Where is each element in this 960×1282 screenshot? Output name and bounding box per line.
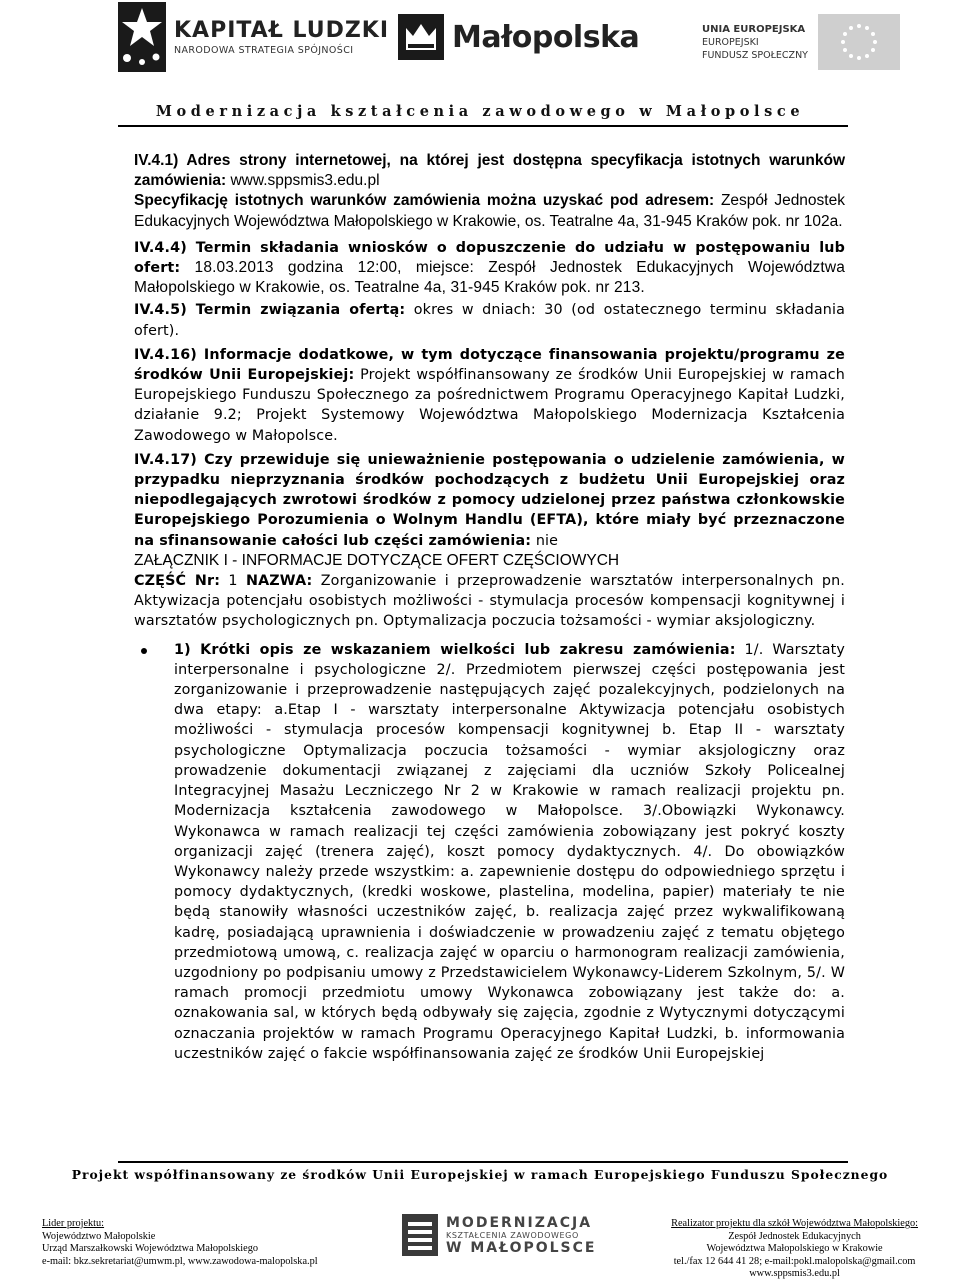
footer-divider (118, 1161, 848, 1163)
section-iv-4-17 (134, 450, 845, 551)
eu-line-2: EUROPEJSKI (702, 36, 759, 48)
eu-line-3: FUNDUSZ SPOŁECZNY (702, 49, 808, 61)
part-name-label: NAZWA: (245, 573, 313, 590)
section-iv-4-17-value: nie (531, 532, 559, 549)
footer-project-leader (42, 1218, 318, 1268)
footer-realizer-line-3: tel./fax 12 644 41 28; e-mail:pokl.malopolska@gmail.com (673, 1255, 916, 1267)
modernizacja-line-3: W MAŁOPOLSCE (446, 1239, 597, 1256)
section-iv-4-5 (134, 300, 845, 340)
section-iv-4-4-number: IV.4.4) (134, 239, 187, 256)
footer-realizer-line-1: Zespół Jednostek Edukacyjnych (728, 1230, 861, 1242)
section-iv-4-4-heading: Termin składania wniosków o dopuszczenie do udziału w postępowaniu lub ofert: (134, 239, 845, 277)
header-tagline: Modernizacja kształcenia zawodowego w Małopolsce (155, 103, 805, 120)
list-item (134, 640, 845, 1064)
footer-realizer-title: Realizator projektu dla szkół Województwa Małopolskiego: (671, 1218, 918, 1229)
section-iv-4-5-number: IV.4.5) (134, 302, 187, 319)
footer-leader-line-2: Urząd Marszałkowski Województwa Małopolskiego (42, 1243, 259, 1255)
section-iv-4-4 (134, 238, 845, 299)
section-iv-4-5-value: okres w dniach: 30 (od ostatecznego terminu składania ofert). (134, 302, 845, 339)
kapital-ludzki-star-icon (118, 2, 166, 72)
section-iv-4-16-number: IV.4.16) (134, 346, 197, 363)
document-body (134, 151, 845, 1064)
section-iv-4-16 (134, 345, 845, 446)
section-iv-4-5-heading: Termin związania ofertą: (186, 302, 406, 319)
item-1-heading: 1) Krótki opis ze wskazaniem wielkości lub zakresu zamówienia: (174, 641, 736, 658)
footer-modernizacja-logo (402, 1214, 596, 1256)
header-divider (118, 125, 848, 127)
section-iv-4-17-heading: Czy przewiduje się unieważnienie postępowania o udzielenie zamówienia, w przypadku nieprzyznania środków pochodzących z budżetu Unii Europejskiej oraz niepodlegających zwrotowi środków z pomocy udzielonej przez państwa członkowskie Europejskiego Porozumienia o Wolnym Handlu (EFTA), które miały być przeznaczone na sfinansowanie całości lub części zamówienia: (134, 451, 845, 549)
section-iv-4-16-heading: Informacje dodatkowe, w tym dotyczące finansowania projektu/programu ze środków Unii Europejskiej: (134, 346, 845, 384)
section-iv-4-1-url: www.sppsmis3.edu.pl (226, 172, 380, 190)
footer-leader-title: Lider projektu: (42, 1218, 105, 1229)
malopolska-title: Małopolska (452, 19, 640, 55)
kapital-ludzki-subtitle: NARODOWA STRATEGIA SPÓJNOŚCI (174, 44, 354, 56)
eu-fund-logo (702, 14, 900, 70)
section-iv-4-16-value: Projekt współfinansowany ze środków Unii Europejskiej w ramach Europejskiego Funduszu Społecznego za pośrednictwem Programu Operacyjnego Kapitał Ludzki, działanie 9.2; Projekt Systemowy Województwa Małopolskiego Modernizacja Kształcenia Zawodowego w Małopolsce. (134, 367, 845, 444)
part-number: 1 (220, 573, 246, 590)
part-description (134, 571, 845, 632)
part-label: CZĘŚĆ Nr: (134, 573, 221, 590)
bullet-icon (141, 648, 147, 654)
malopolska-logo (398, 14, 639, 60)
page-header (0, 0, 960, 92)
modernizacja-emblem-icon (402, 1214, 438, 1256)
footer-tagline: Projekt współfinansowany ze środków Unii Europejskiej w ramach Europejskiego Funduszu Społecznego (71, 1167, 889, 1182)
section-iv-4-4-value: 18.03.2013 godzina 12:00, miejsce: Zespół Jednostek Edukacyjnych Województwa Małopolskiego w Krakowie, os. Teatralne 4a, 31-945 Kraków pok. nr 213. (134, 259, 845, 297)
annex-title: ZAŁĄCZNIK I - INFORMACJE DOTYCZĄCE OFERT CZĘŚCIOWYCH (134, 551, 620, 569)
kapital-ludzki-title: KAPITAŁ LUDZKI (174, 17, 390, 43)
footer-realizer-line-2: Województwa Małopolskiego w Krakowie (706, 1243, 883, 1255)
section-iv-4-1 (134, 151, 845, 232)
modernizacja-line-2: KSZTAŁCENIA ZAWODOWEGO (446, 1230, 579, 1240)
footer-leader-line-3: e-mail: bkz.sekretariat@umwm.pl, www.zawodowa-malopolska.pl (42, 1255, 318, 1267)
section-iv-4-17-number: IV.4.17) (134, 451, 197, 468)
eu-line-1: UNIA EUROPEJSKA (702, 23, 806, 35)
modernizacja-line-1: MODERNIZACJA (446, 1214, 593, 1231)
eu-flag-icon (818, 14, 900, 70)
footer-leader-line-1: Województwo Małopolskie (42, 1230, 156, 1242)
item-1-text (174, 640, 845, 1064)
part-name-value: Zorganizowanie i przeprowadzenie warsztatów interpersonalnych pn. Aktywizacja potencjału osobistych możliwości - stymulacja procesów kompensacji kognitywnej i warsztatów psychologicznych pn. Optymalizacja poczucia tożsamości - wymiar aksjologiczny. (134, 573, 845, 630)
section-iv-4-1-heading-2: Specyfikację istotnych warunków zamówienia można uzyskać pod adresem: (134, 192, 715, 210)
footer-project-realizer (671, 1218, 918, 1281)
malopolska-emblem-icon (398, 14, 444, 60)
section-iv-4-1-address: Zespół Jednostek Edukacyjnych Województwa Małopolskiego w Krakowie, os. Teatralne 4a, 31-945 Kraków pok. nr 102a. (134, 192, 845, 230)
section-iv-4-1-heading: IV.4.1) Adres strony internetowej, na której jest dostępna specyfikacja istotnych warunków zamówienia: (134, 152, 845, 190)
kapital-ludzki-logo (118, 2, 389, 72)
footer-realizer-line-4: www.sppsmis3.edu.pl (749, 1268, 840, 1280)
item-1-value: 1/. Warsztaty interpersonalne i psychologiczne 2/. Przedmiotem pierwszej części postępowania jest zorganizowanie i przeprowadzenie następujących zajęć pozalekcyjnych, podzielonych na dwa etapy: a.Etap I - warsztaty interpersonalne Aktywizacja potencjału osobistych możliwości - stymulacja procesów kompensacji kognitywnej b. Etap II - warsztaty psychologiczne Optymalizacja poczucia tożsamości - wymiar aksjologiczny oraz prowadzenie dokumentacji związanej z zajęciami dla uczniów Szkoły Policealnej Integracyjnej Masażu Leczniczego Nr 2 w Krakowie w ramach realizacji projektu pn. Modernizacja kształcenia zawodowego w Małopolsce. 3/.Obowiązki Wykonawcy. Wykonawca w ramach realizacji tej części zamówienia zobowiązany jest pokryć koszty organizacji zajęć (trenera zajęć), koszt pomocy dydaktycznych. 4/. Do obowiązków Wykonawcy należy przede wszystkim: a. zapewnienie dostępu do odpowiedniego sprzętu i pomocy dydaktycznych, (kredki woskowe, plastelina, modelina, papier) materiały te nie będą stanowiły własności uczestników zajęć, b. realizacja zajęć przez wykwalifikowaną kadrę, posiadającą uprawnienia i doświadczenie w prowadzeniu zajęć z tematu objętego przedmiotową umową, c. realizacja zajęć w oparciu o harmonogram realizacji zamówienia, uzgodniony po podpisaniu umowy z Przedstawicielem Wykonawcy-Liderem Szkolnym, 5/. W ramach promocji przedmiotu umowy Wykonawca zobowiązany jest także do: a. oznakowania sal, w których będą odbywały się zajęcia, zgodnie z Wytycznymi dotyczącymi oznaczania projektów w ramach Programu Operacyjnego Kapitał Ludzki, b. informowania uczestników zajęć o fakcie współfinansowania zajęć ze środków Unii Europejskiej (174, 641, 845, 1062)
